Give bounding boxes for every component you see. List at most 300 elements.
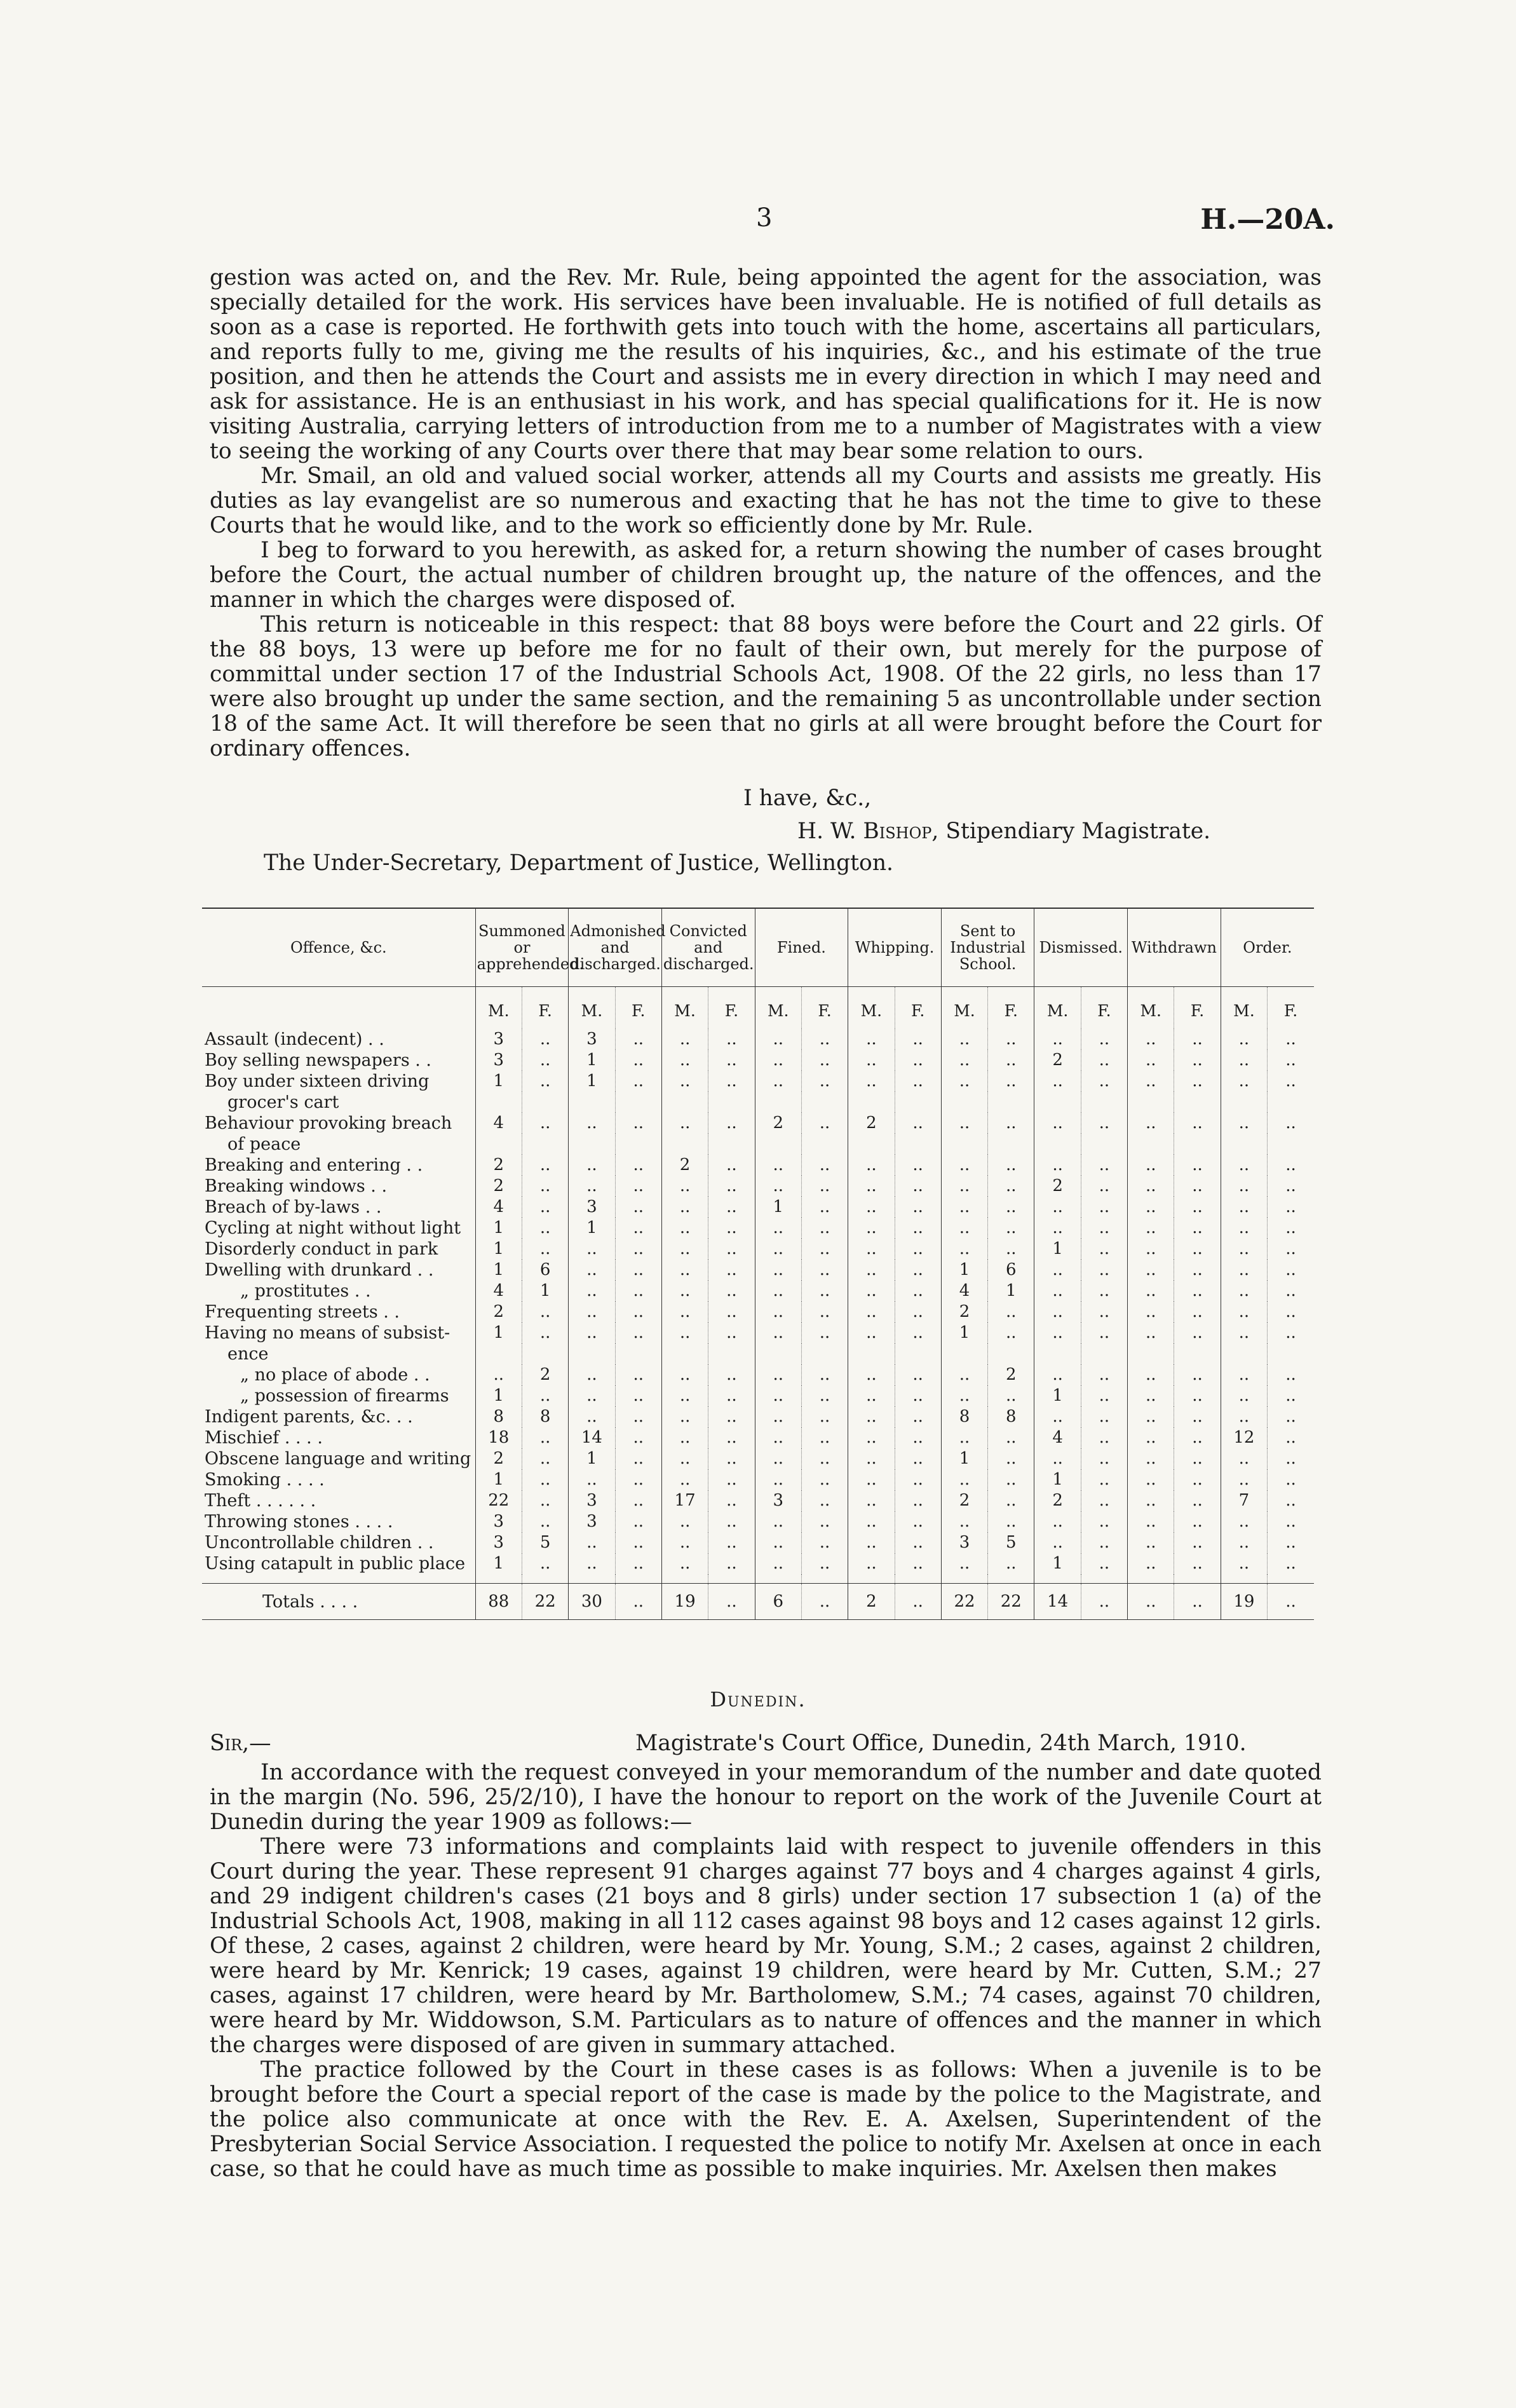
- table-cell: 22: [522, 1584, 568, 1620]
- table-cell: ..: [708, 1448, 755, 1469]
- sex-header-m: M.: [1221, 987, 1267, 1030]
- table-cell: 1: [475, 1260, 522, 1281]
- table-cell: ..: [1221, 1239, 1267, 1260]
- table-cell: ..: [1268, 1050, 1314, 1071]
- table-cell: ..: [1221, 1511, 1267, 1532]
- table-cell: ..: [801, 1323, 848, 1343]
- table-cell: ..: [941, 1218, 987, 1239]
- office-date-line: Magistrate's Court Office, Dunedin, 24th March, 1910.: [635, 1731, 1247, 1756]
- table-cell: ..: [1034, 1218, 1081, 1239]
- table-cell: ..: [708, 1323, 755, 1343]
- leader-dots: . . . .: [314, 1591, 358, 1612]
- table-cell: ..: [988, 1218, 1034, 1239]
- table-cell: 18: [475, 1427, 522, 1448]
- table-cell: ..: [1221, 1553, 1267, 1574]
- table-cell: ..: [1174, 1448, 1221, 1469]
- leader-dots: . . . .: [349, 1512, 393, 1532]
- table-cell: ..: [1081, 1469, 1127, 1490]
- table-cell: 3: [941, 1532, 987, 1553]
- page-code: H.—20A.: [1200, 203, 1335, 236]
- table-row: [202, 1155, 1314, 1176]
- table-cell: ..: [1221, 1406, 1267, 1427]
- offences-table: [202, 908, 1314, 1620]
- offence-cell: [202, 1113, 475, 1134]
- table-cell: ..: [1081, 1448, 1127, 1469]
- table-cell: ..: [1128, 1281, 1174, 1302]
- table-cell: ..: [1221, 1532, 1267, 1553]
- table-row: [202, 1490, 1314, 1511]
- table-cell: ..: [755, 1406, 801, 1427]
- table-cell: ..: [801, 1364, 848, 1385]
- table-cell: ..: [615, 1155, 661, 1176]
- table-cell: ..: [1081, 1197, 1127, 1218]
- offence-cell: [202, 1029, 475, 1050]
- table-cell: 8: [941, 1406, 987, 1427]
- table-cell: ..: [848, 1239, 895, 1260]
- table-cell: ..: [661, 1302, 708, 1323]
- table-cell: ..: [755, 1176, 801, 1197]
- table-cell: ..: [848, 1197, 895, 1218]
- table-cell: ..: [1174, 1176, 1221, 1197]
- table-cell: 1: [522, 1281, 568, 1302]
- table-cell: ..: [755, 1050, 801, 1071]
- table-cell: ..: [615, 1071, 661, 1092]
- table-cell: ..: [988, 1469, 1034, 1490]
- sex-header-f: F.: [801, 987, 848, 1030]
- table-cell: ..: [569, 1260, 615, 1281]
- table-cell: ..: [1034, 1197, 1081, 1218]
- offence-cell: [202, 1239, 475, 1260]
- table-cell: ..: [1174, 1469, 1221, 1490]
- salutation: Sir,—: [210, 1731, 271, 1756]
- totals-label-cell: [202, 1584, 475, 1620]
- table-cell: 7: [1221, 1490, 1267, 1511]
- leader-dots: . .: [400, 1155, 423, 1175]
- table-cell: ..: [522, 1553, 568, 1574]
- table-cell: ..: [708, 1176, 755, 1197]
- section-title-dunedin: Dunedin.: [710, 1687, 806, 1711]
- table-cell: 6: [988, 1260, 1034, 1281]
- table-cell: ..: [941, 1469, 987, 1490]
- table-cell: ..: [661, 1448, 708, 1469]
- table-cell: ..: [661, 1113, 708, 1134]
- offence-label: Boy selling newspapers: [205, 1051, 410, 1070]
- table-cell: 1: [755, 1197, 801, 1218]
- table-cell: ..: [1081, 1239, 1127, 1260]
- table-cell: 2: [988, 1364, 1034, 1385]
- offence-label: Mischief: [205, 1428, 280, 1448]
- table-cell: ..: [1128, 1323, 1174, 1343]
- table-cell: ..: [895, 1364, 941, 1385]
- table-cell: ..: [848, 1364, 895, 1385]
- table-cell: ..: [755, 1302, 801, 1323]
- table-cell: ..: [569, 1281, 615, 1302]
- table-cell: ..: [848, 1469, 895, 1490]
- table-cell: ..: [661, 1281, 708, 1302]
- addressee: The Under-Secretary, Department of Justice, Wellington.: [264, 850, 893, 876]
- table-cell: ..: [801, 1071, 848, 1092]
- table-cell: ..: [615, 1260, 661, 1281]
- table-cell: ..: [755, 1029, 801, 1050]
- table-cell: ..: [569, 1239, 615, 1260]
- table-cell: 19: [661, 1584, 708, 1620]
- col-header-fined: Fined.: [755, 908, 848, 987]
- table-cell: ..: [801, 1406, 848, 1427]
- sex-header-m: M.: [1128, 987, 1174, 1030]
- table-cell: ..: [848, 1302, 895, 1323]
- table-cell: ..: [1174, 1155, 1221, 1176]
- table-cell: 2: [475, 1302, 522, 1323]
- table-cell: ..: [1268, 1218, 1314, 1239]
- table-cell: ..: [941, 1176, 987, 1197]
- table-cell: 3: [755, 1490, 801, 1511]
- table-cell: ..: [1268, 1364, 1314, 1385]
- table-cell: 88: [475, 1584, 522, 1620]
- paragraph-accordance: In accordance with the request conveyed in your memorandum of the number and date quoted in the margin (No. 596, 25/2/10), I have the honour to report on the work of the Juvenile Court at Dunedin during the year 1909 as follows:—: [210, 1760, 1322, 1835]
- sex-header-f: F.: [1174, 987, 1221, 1030]
- table-cell: ..: [988, 1050, 1034, 1071]
- table-cell: ..: [1081, 1050, 1127, 1071]
- offence-cell: [202, 1176, 475, 1197]
- col-header-industrial-school: Sent to Industrial School.: [941, 908, 1034, 987]
- table-cell: 2: [1034, 1490, 1081, 1511]
- leader-dots: . .: [408, 1365, 430, 1385]
- table-cell: ..: [1081, 1029, 1127, 1050]
- table-cell: ..: [1221, 1155, 1267, 1176]
- table-cell: ..: [1268, 1260, 1314, 1281]
- table-cell: 2: [848, 1584, 895, 1620]
- table-cell: ..: [1268, 1553, 1314, 1574]
- table-cell: ..: [1221, 1218, 1267, 1239]
- table-cell: ..: [522, 1176, 568, 1197]
- table-cell: ..: [615, 1364, 661, 1385]
- table-cell: 2: [522, 1364, 568, 1385]
- table-row: [202, 1050, 1314, 1071]
- table-cell: ..: [848, 1155, 895, 1176]
- table-cell: ..: [1221, 1260, 1267, 1281]
- table-cell: ..: [895, 1385, 941, 1406]
- table-cell: ..: [895, 1281, 941, 1302]
- table-cell: ..: [1174, 1113, 1221, 1134]
- table-cell: ..: [941, 1364, 987, 1385]
- offence-label: Obscene language and writing: [205, 1449, 471, 1469]
- table-cell: ..: [1268, 1406, 1314, 1427]
- table-cell: ..: [615, 1323, 661, 1343]
- table-cell: ..: [708, 1281, 755, 1302]
- dunedin-text: [210, 1760, 1322, 2182]
- col-header-dismissed: Dismissed.: [1034, 908, 1128, 987]
- table-cell: ..: [615, 1490, 661, 1511]
- offence-label: Having no means of subsist-: [205, 1323, 450, 1343]
- table-row: [202, 1302, 1314, 1323]
- table-cell: ..: [708, 1406, 755, 1427]
- table-cell: ..: [1128, 1427, 1174, 1448]
- table-cell: ..: [615, 1553, 661, 1574]
- table-cell: 22: [475, 1490, 522, 1511]
- table-cell: ..: [988, 1553, 1034, 1574]
- table-cell: ..: [1174, 1302, 1221, 1323]
- table-cell: ..: [1034, 1281, 1081, 1302]
- table-cell: ..: [848, 1260, 895, 1281]
- table-cell: ..: [988, 1029, 1034, 1050]
- offence-cell: [202, 1448, 475, 1469]
- table-cell: ..: [1268, 1302, 1314, 1323]
- table-cell: ..: [801, 1385, 848, 1406]
- table-cell: ..: [1128, 1469, 1174, 1490]
- table-cell: ..: [801, 1469, 848, 1490]
- table-cell: ..: [895, 1511, 941, 1532]
- table-cell: ..: [1081, 1364, 1127, 1385]
- sex-header-m: M.: [755, 987, 801, 1030]
- table-cell: ..: [848, 1071, 895, 1092]
- table-cell: ..: [1174, 1511, 1221, 1532]
- table-cell: 12: [1221, 1427, 1267, 1448]
- table-cell: ..: [895, 1406, 941, 1427]
- offence-label: Frequenting streets: [205, 1302, 378, 1322]
- table-cell: ..: [801, 1448, 848, 1469]
- offence-cell: [202, 1323, 475, 1343]
- table-row-continuation: [202, 1343, 1314, 1364]
- table-cell: ..: [1268, 1469, 1314, 1490]
- table-row: [202, 1427, 1314, 1448]
- table-cell: 8: [475, 1406, 522, 1427]
- table-cell: ..: [755, 1323, 801, 1343]
- table-cell: ..: [615, 1448, 661, 1469]
- table-cell: ..: [522, 1469, 568, 1490]
- table-cell: ..: [1268, 1584, 1314, 1620]
- table-cell: ..: [475, 1364, 522, 1385]
- table-cell: ..: [1221, 1364, 1267, 1385]
- table-cell: ..: [988, 1155, 1034, 1176]
- table-cell: ..: [569, 1113, 615, 1134]
- offence-label: Using catapult in public place: [205, 1554, 466, 1574]
- table-cell: 3: [569, 1197, 615, 1218]
- table-cell: 4: [475, 1197, 522, 1218]
- table-cell: ..: [941, 1553, 987, 1574]
- table-cell: ..: [569, 1553, 615, 1574]
- table-cell: ..: [848, 1050, 895, 1071]
- table-cell: ..: [522, 1239, 568, 1260]
- table-cell: ..: [569, 1385, 615, 1406]
- sex-header-m: M.: [661, 987, 708, 1030]
- leader-dots: . .: [349, 1281, 371, 1301]
- table-cell: ..: [661, 1385, 708, 1406]
- offence-label: Disorderly conduct in park: [205, 1239, 438, 1259]
- table-cell: ..: [1268, 1176, 1314, 1197]
- table-cell: ..: [1034, 1260, 1081, 1281]
- table-cell: ..: [615, 1584, 661, 1620]
- table-cell: ..: [1268, 1281, 1314, 1302]
- table-cell: 2: [755, 1113, 801, 1134]
- table-cell: 3: [569, 1490, 615, 1511]
- table-cell: 14: [569, 1427, 615, 1448]
- table-cell: ..: [1034, 1302, 1081, 1323]
- table-cell: ..: [708, 1385, 755, 1406]
- table-cell: 4: [475, 1281, 522, 1302]
- table-cell: ..: [1221, 1197, 1267, 1218]
- table-cell: 4: [941, 1281, 987, 1302]
- table-cell: ..: [661, 1364, 708, 1385]
- table-cell: ..: [1268, 1155, 1314, 1176]
- table-cell: 1: [475, 1218, 522, 1239]
- sex-header-m: M.: [569, 987, 615, 1030]
- col-header-summoned: Summoned or apprehended.: [475, 908, 569, 987]
- offence-label: Dwelling with drunkard: [205, 1260, 412, 1280]
- table-cell: ..: [661, 1197, 708, 1218]
- table-cell: ..: [848, 1532, 895, 1553]
- table-cell: 5: [522, 1532, 568, 1553]
- table-cell: ..: [801, 1176, 848, 1197]
- table-cell: ..: [522, 1302, 568, 1323]
- table-cell: ..: [1128, 1584, 1174, 1620]
- table-cell: ..: [615, 1239, 661, 1260]
- table-cell: ..: [661, 1176, 708, 1197]
- table-cell: ..: [522, 1490, 568, 1511]
- table-cell: ..: [801, 1553, 848, 1574]
- table-cell: ..: [941, 1050, 987, 1071]
- table-cell: 1: [569, 1071, 615, 1092]
- table-cell: ..: [1221, 1385, 1267, 1406]
- table-header-row: [202, 908, 1314, 987]
- table-cell: ..: [848, 1427, 895, 1448]
- table-cell: ..: [615, 1427, 661, 1448]
- table-cell: 1: [1034, 1385, 1081, 1406]
- table-cell: ..: [1081, 1155, 1127, 1176]
- table-cell: ..: [941, 1427, 987, 1448]
- offence-cell: [202, 1532, 475, 1553]
- table-cell: 2: [475, 1155, 522, 1176]
- offence-cell: [202, 1469, 475, 1490]
- sex-header-f: F.: [1268, 987, 1314, 1030]
- table-cell: ..: [1221, 1071, 1267, 1092]
- table-cell: 1: [475, 1239, 522, 1260]
- table-cell: ..: [1174, 1323, 1221, 1343]
- offence-continuation: grocer's cart: [227, 1092, 339, 1112]
- table-cell: 2: [1034, 1050, 1081, 1071]
- table-cell: ..: [708, 1364, 755, 1385]
- table-row: [202, 1218, 1314, 1239]
- offence-cell: [202, 1385, 475, 1406]
- table-cell: ..: [708, 1490, 755, 1511]
- table-cell: ..: [801, 1490, 848, 1511]
- table-cell: ..: [755, 1364, 801, 1385]
- table-cell: ..: [895, 1490, 941, 1511]
- signature-name: H. W. Bishop,: [797, 819, 939, 844]
- table-cell: ..: [1128, 1302, 1174, 1323]
- table-cell: 17: [661, 1490, 708, 1511]
- table-cell: ..: [569, 1176, 615, 1197]
- table-cell: ..: [848, 1490, 895, 1511]
- table-cell: ..: [895, 1302, 941, 1323]
- table-cell: ..: [755, 1469, 801, 1490]
- table-row: [202, 1071, 1314, 1092]
- table-cell: ..: [895, 1050, 941, 1071]
- table-row: [202, 1364, 1314, 1385]
- sex-header-m: M.: [848, 987, 895, 1030]
- table-cell: ..: [569, 1532, 615, 1553]
- sex-header-m: M.: [1034, 987, 1081, 1030]
- table-cell: ..: [615, 1281, 661, 1302]
- table-cell: ..: [848, 1218, 895, 1239]
- table-cell: ..: [708, 1050, 755, 1071]
- table-body: [202, 1029, 1314, 1620]
- table-cell: ..: [522, 1029, 568, 1050]
- table-row: [202, 1323, 1314, 1343]
- table-cell: ..: [661, 1071, 708, 1092]
- paragraph-noticeable: This return is noticeable in this respect: that 88 boys were before the Court and 22 girls. Of the 88 boys, 13 were up before me for no fault of their own, but merely for the purpose of committal under section 17 of the Industrial Schools Act, 1908. Of the 22 girls, no less than 17 were also brought up under the same section, and the remaining 5 as uncontrollable under section 18 of the same Act. It will therefore be seen that no girls at all were brought before the Court for ordinary offences.: [210, 612, 1322, 761]
- table-cell: ..: [801, 1218, 848, 1239]
- table-cell: ..: [895, 1071, 941, 1092]
- table-cell: 8: [988, 1406, 1034, 1427]
- sex-header-f: F.: [522, 987, 568, 1030]
- table-cell: ..: [1081, 1511, 1127, 1532]
- offence-cell: [202, 1071, 475, 1092]
- table-cell: ..: [615, 1385, 661, 1406]
- table-cell: ..: [988, 1239, 1034, 1260]
- table-cell: ..: [615, 1469, 661, 1490]
- table-cell: ..: [522, 1050, 568, 1071]
- offence-label: Breaking and entering: [205, 1155, 401, 1175]
- table-cell: ..: [1221, 1050, 1267, 1071]
- table-cell: ..: [801, 1281, 848, 1302]
- table-cell: ..: [1174, 1584, 1221, 1620]
- table-row: [202, 1113, 1314, 1134]
- leader-dots: . . . .: [279, 1428, 323, 1448]
- table-cell: 1: [1034, 1239, 1081, 1260]
- table-cell: ..: [1174, 1197, 1221, 1218]
- table-cell: ..: [1081, 1490, 1127, 1511]
- leader-dots: . .: [377, 1302, 400, 1322]
- table-cell: ..: [1081, 1406, 1127, 1427]
- table-cell: 19: [1221, 1584, 1267, 1620]
- table-cell: ..: [941, 1197, 987, 1218]
- table-cell: ..: [801, 1155, 848, 1176]
- table-cell: ..: [522, 1155, 568, 1176]
- table-cell: 1: [475, 1071, 522, 1092]
- table-cell: 1: [475, 1553, 522, 1574]
- leader-dots: . .: [412, 1260, 434, 1280]
- table-cell: 5: [988, 1532, 1034, 1553]
- table-cell: ..: [522, 1385, 568, 1406]
- table-cell: ..: [988, 1323, 1034, 1343]
- table-cell: ..: [755, 1239, 801, 1260]
- table-cell: ..: [848, 1323, 895, 1343]
- table-row: [202, 1553, 1314, 1574]
- table-cell: ..: [708, 1197, 755, 1218]
- table-cell: ..: [1128, 1155, 1174, 1176]
- table-cell: ..: [941, 1385, 987, 1406]
- table-cell: ..: [988, 1427, 1034, 1448]
- offence-label: Throwing stones: [205, 1512, 349, 1532]
- col-header-withdrawn: Withdrawn: [1128, 908, 1221, 987]
- table-cell: ..: [895, 1323, 941, 1343]
- offence-cell: [202, 1427, 475, 1448]
- table-cell: 3: [475, 1532, 522, 1553]
- table-cell: ..: [801, 1029, 848, 1050]
- table-cell: ..: [615, 1302, 661, 1323]
- offence-label: Uncontrollable children: [205, 1533, 412, 1553]
- table-cell: ..: [522, 1218, 568, 1239]
- table-cell: ..: [1081, 1113, 1127, 1134]
- table-cell: ..: [1128, 1532, 1174, 1553]
- table-cell: 2: [941, 1302, 987, 1323]
- table-cell: ..: [1174, 1218, 1221, 1239]
- table-cell: ..: [848, 1029, 895, 1050]
- top-text: [210, 266, 1322, 761]
- table-cell: ..: [569, 1406, 615, 1427]
- table-cell: 2: [475, 1176, 522, 1197]
- table-cell: 2: [661, 1155, 708, 1176]
